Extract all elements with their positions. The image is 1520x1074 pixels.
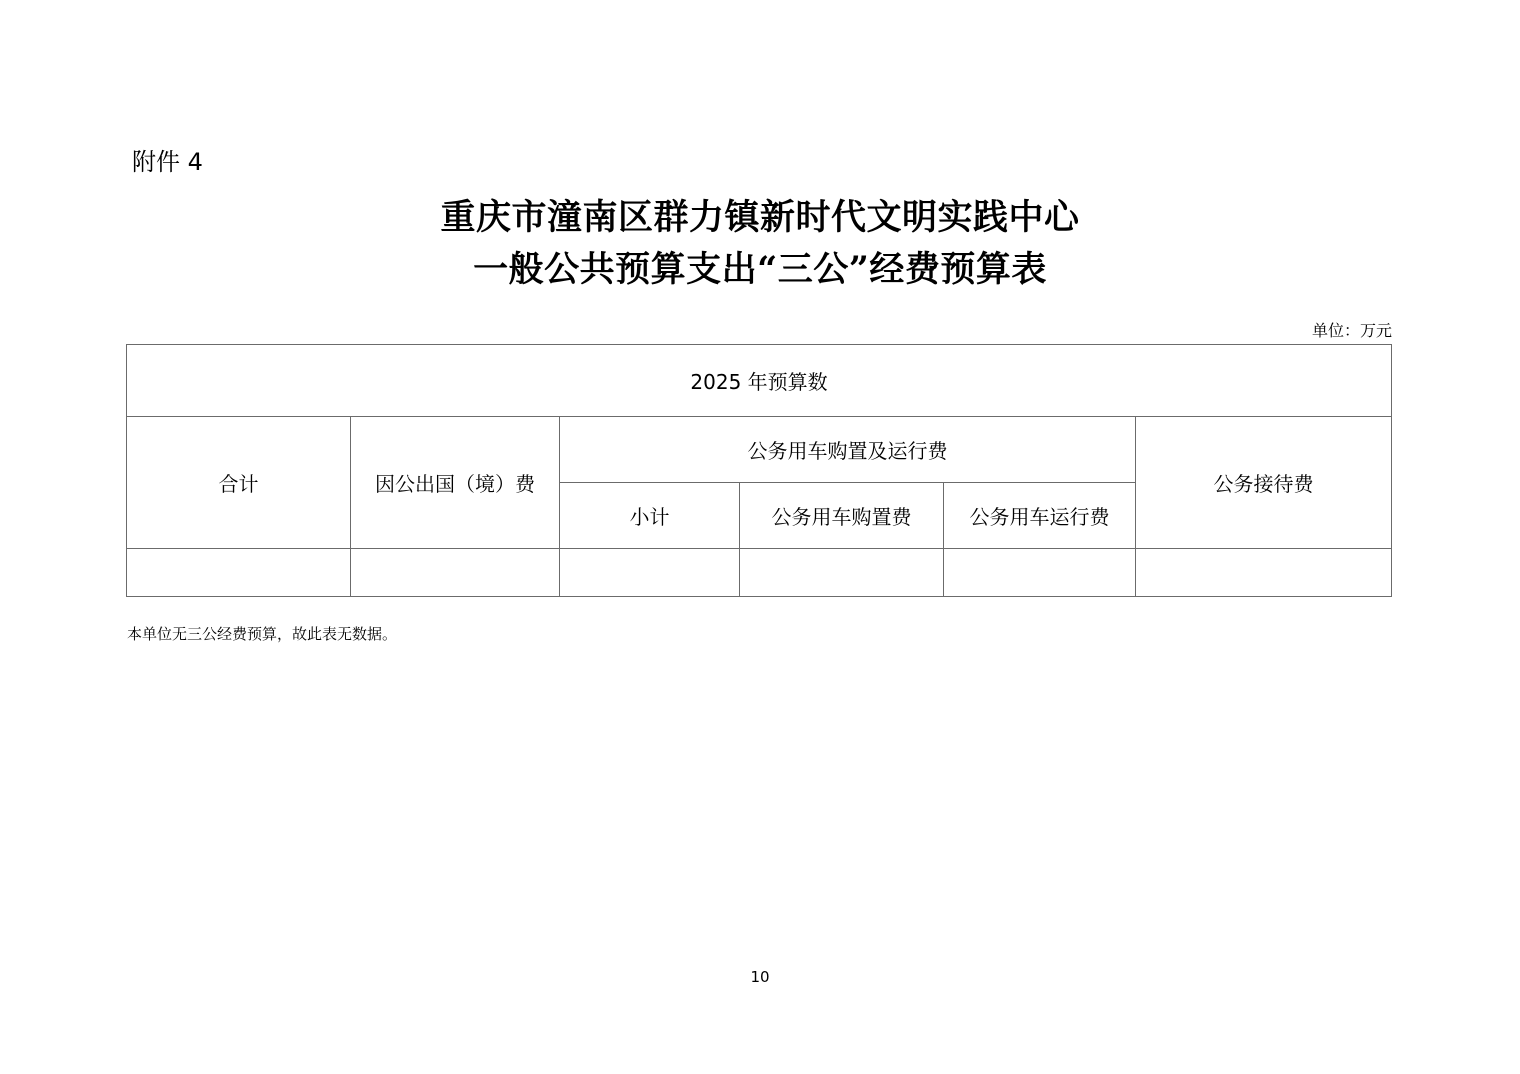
table-header-row-1 [127,417,1392,483]
table-cell-vehicle-operation [944,549,1136,597]
subtotal-header-cell: 小计 [560,483,740,549]
table-cell-overseas [351,549,560,597]
table-row [127,549,1392,597]
table-note: 本单位无三公经费预算，故此表无数据。 [127,625,398,643]
vehicle-group-header-cell: 公务用车购置及运行费 [560,417,1136,483]
vehicle-purchase-header-cell: 公务用车购置费 [740,483,944,549]
unit-label: 单位：万元 [1311,321,1392,340]
reception-header-cell: 公务接待费 [1136,417,1392,549]
page-title-line-1: 重庆市潼南区群力镇新时代文明实践中心 [440,197,1080,238]
table-cell-reception [1136,549,1392,597]
budget-table [126,344,1392,597]
overseas-header-cell: 因公出国（境）费 [351,417,560,549]
table-cell-vehicle-purchase [740,549,944,597]
vehicle-operation-header-cell: 公务用车运行费 [944,483,1136,549]
page-title-line-2: 一般公共预算支出“三公”经费预算表 [473,249,1047,290]
page-number: 10 [750,968,770,986]
attachment-label: 附件 4 [132,148,203,176]
total-header-cell: 合计 [127,417,351,549]
table-cell-subtotal [560,549,740,597]
table-header-row-year [127,345,1392,417]
year-header-cell: 2025 年预算数 [127,345,1392,417]
table-cell-total [127,549,351,597]
